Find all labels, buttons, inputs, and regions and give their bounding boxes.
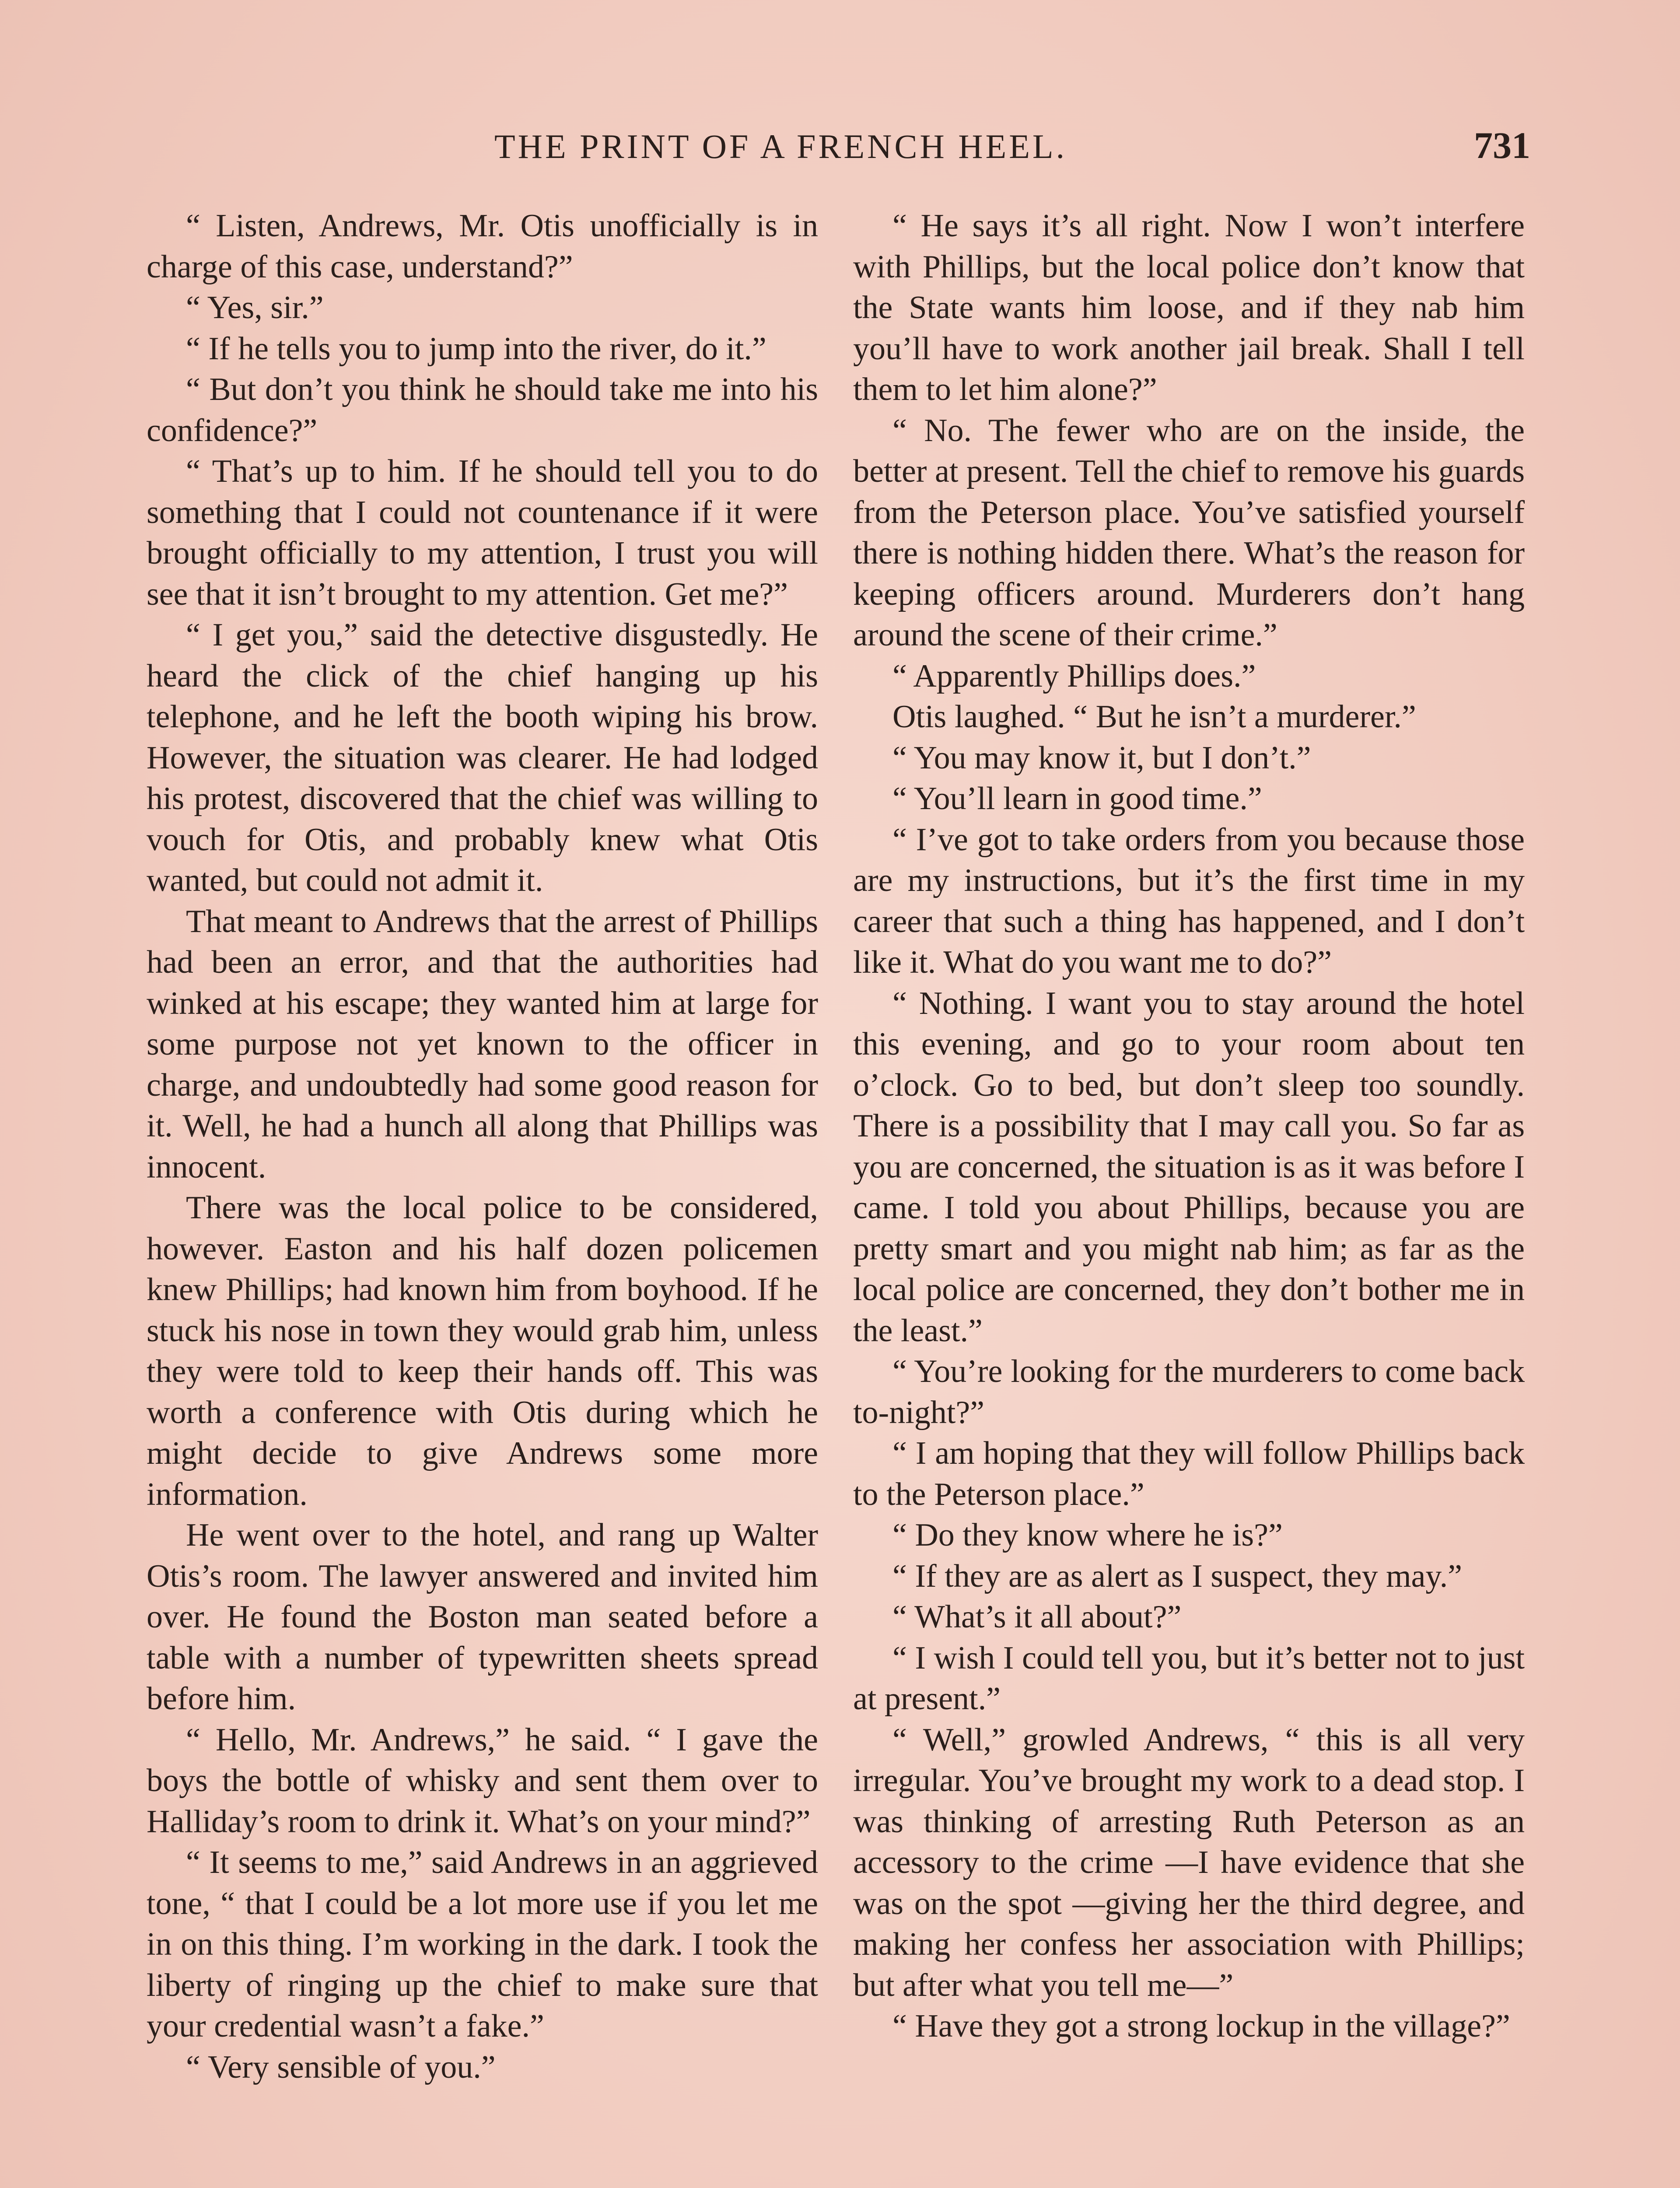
- paragraph: That meant to Andrews that the arrest of Phillips had been an error, and that the authorities had winked at his escape; they wanted him at large for some purpose not yet known to the officer in charge, and undoubtedly had some good reason for it. Well, he had a hunch all along that Phillips was innocent.: [147, 903, 818, 1185]
- paragraph: “ I wish I could tell you, but it’s better not to just at present.”: [853, 1640, 1525, 1717]
- paragraph: “ Very sensible of you.”: [186, 2049, 496, 2085]
- paragraph: “ I get you,” said the detective disgustedly. He heard the click of the chief hanging up his telephone, and he left the booth wiping his brow. However, the situation was clearer. He had lodged his protest, discovered that the chief was willing to vouch for Otis, and probably knew what Otis wanted, but could not admit it.: [147, 617, 818, 898]
- paragraph: “ Well,” growled Andrews, “ this is all very irregular. You’ve brought my work to a dead stop. I was thinking of arresting Ruth Peterson as an accessory to the crime —I have evidence that she was on the spot —giving her the third degree, and making her confess her association with Phillips; but after what you tell me—”: [853, 1722, 1525, 2003]
- paragraph: “ You may know it, but I don’t.”: [892, 740, 1311, 776]
- paragraph: “ Apparently Phillips does.”: [892, 658, 1256, 694]
- paragraph: “ Listen, Andrews, Mr. Otis unofficially is in charge of this case, understand?”: [147, 208, 818, 285]
- paragraph: “ If he tells you to jump into the river, do it.”: [186, 330, 766, 367]
- paragraph: “ Do they know where he is?”: [892, 1517, 1283, 1553]
- paragraph: “ He says it’s all right. Now I won’t interfere with Phillips, but the local police don’t know that the State wants him loose, and if they nab him you’ll have to work another jail break. Shall I tell them to let him alone?”: [853, 208, 1525, 407]
- paragraph: “ You’re looking for the murderers to come back to-night?”: [853, 1353, 1525, 1431]
- paragraph: “ But don’t you think he should take me into his confidence?”: [147, 372, 818, 449]
- paragraph: “ Hello, Mr. Andrews,” he said. “ I gave the boys the bottle of whisky and sent them over to Halliday’s room to drink it. What’s on your mind?”: [147, 1722, 818, 1840]
- paragraph: “ No. The fewer who are on the inside, the better at present. Tell the chief to remove his guards from the Peterson place. You’ve satisfied yourself there is nothing hidden there. What’s the reason for keeping officers around. Murderers don’t hang around the scene of their crime.”: [853, 412, 1525, 653]
- paragraph: “ I am hoping that they will follow Phillips back to the Peterson place.”: [853, 1435, 1525, 1512]
- right-column: [853, 206, 1525, 2047]
- paragraph: “ If they are as alert as I suspect, they may.”: [892, 1558, 1462, 1594]
- paragraph: “ You’ll learn in good time.”: [892, 781, 1262, 817]
- paragraph: Otis laughed. “ But he isn’t a murderer.”: [892, 699, 1416, 735]
- paragraph: “ Yes, sir.”: [186, 290, 324, 326]
- left-column: [147, 206, 818, 2088]
- paragraph: He went over to the hotel, and rang up Walter Otis’s room. The lawyer answered and invited him over. He found the Boston man seated before a table with a number of typewritten sheets spread before him.: [147, 1517, 818, 1717]
- paragraph: “ Nothing. I want you to stay around the hotel this evening, and go to your room about ten o’clock. Go to bed, but don’t sleep too soundly. There is a possibility that I may call you. So far as you are concerned, the situation is as it was before I came. I told you about Phillips, because you are pretty smart and you might nab him; as far as the local police are concerned, they don’t bother me in the least.”: [853, 985, 1525, 1349]
- paragraph: “ What’s it all about?”: [892, 1599, 1182, 1635]
- paragraph: There was the local police to be considered, however. Easton and his half dozen policemen knew Phillips; had known him from boyhood. If he stuck his nose in town they would grab him, unless they were told to keep their hands off. This was worth a conference with Otis during which he might decide to give Andrews some more information.: [147, 1190, 818, 1512]
- running-title: THE PRINT OF A FRENCH HEEL.: [494, 127, 1067, 165]
- paragraph: “ Have they got a strong lockup in the village?”: [892, 2008, 1510, 2044]
- paragraph: “ I’ve got to take orders from you because those are my instructions, but it’s the first time in my career that such a thing has happened, and I don’t like it. What do you want me to do?”: [853, 821, 1525, 980]
- paragraph: “ That’s up to him. If he should tell you to do something that I could not countenance if it were brought officially to my attention, I trust you will see that it isn’t brought to my attention. Get me?”: [147, 453, 818, 612]
- page-number: 731: [1474, 124, 1530, 166]
- paragraph: “ It seems to me,” said Andrews in an aggrieved tone, “ that I could be a lot more use if you let me in on this thing. I’m working in the dark. I took the liberty of ringing up the chief to make sure that your credential wasn’t a fake.”: [147, 1844, 818, 2044]
